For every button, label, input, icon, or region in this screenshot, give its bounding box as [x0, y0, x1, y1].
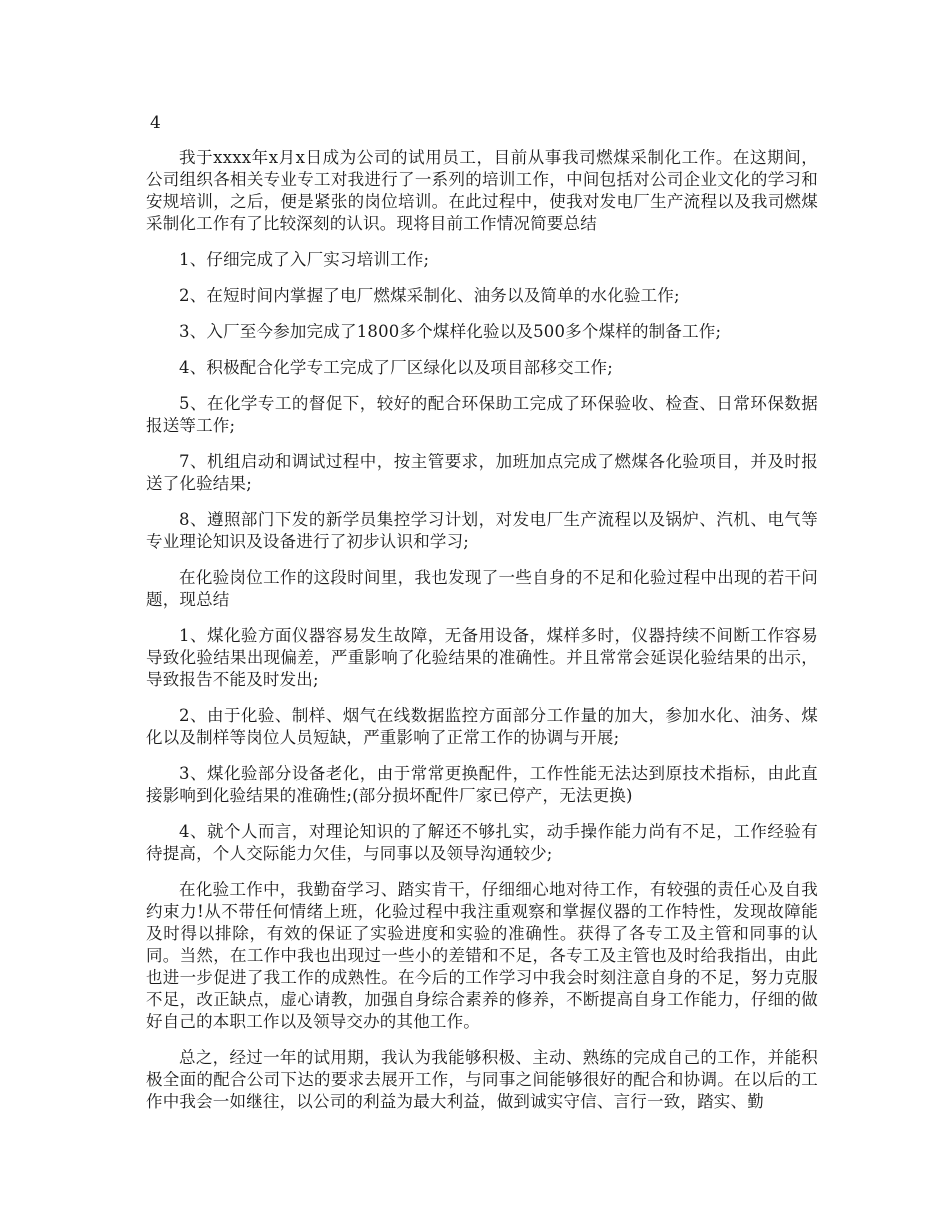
paragraph-conclusion: 总之，经过一年的试用期，我认为我能够积极、主动、熟练的完成自己的工作，并能积极全面的配合公司下达的要求去展开工作，与同事之间能够很好的配合和协调。在以后的工作中我会一如继往，以公司的利益为最大利益，做到诚实守信、言行一致，踏实、勤 [146, 1048, 818, 1111]
paragraph-achievement-1: 1、仔细完成了入厂实习培训工作; [179, 250, 430, 269]
paragraph-achievement-4: 4、积极配合化学专工完成了厂区绿化以及项目部移交工作; [179, 358, 613, 377]
paragraph-achievement-5: 5、在化学专工的督促下，较好的配合环保助工完成了环保验收、检查、日常环保数据报送等工作; [146, 394, 818, 435]
paragraph-problem-2: 2、由于化验、制样、烟气在线数据监控方面部分工作量的加大，参加水化、油务、煤化以及制样等岗位人员短缺，严重影响了正常工作的协调与开展; [146, 706, 818, 747]
paragraph-problem-3: 3、煤化验部分设备老化，由于常常更换配件，工作性能无法达到原技术指标，由此直接影响到化验结果的准确性;(部分损坏配件厂家已停产，无法更换) [146, 764, 818, 805]
document-page [146, 111, 818, 1127]
paragraph-achievement-3: 3、入厂至今参加完成了1800多个煤样化验以及500多个煤样的制备工作; [179, 322, 722, 341]
paragraph-problems-intro: 在化验岗位工作的这段时间里，我也发现了一些自身的不足和化验过程中出现的若干问题，现总结 [146, 568, 818, 609]
page-number: 4 [150, 113, 161, 133]
paragraph-intro: 我于xxxx年x月x日成为公司的试用员工，目前从事我司燃煤采制化工作。在这期间，公司组织各相关专业专工对我进行了一系列的培训工作，中间包括对公司企业文化的学习和安规培训，之后，便是紧张的岗位培训。在此过程中，使我对发电厂生产流程以及我司燃煤采制化工作有了比较深刻的认识。现将目前工作情况简要总结 [146, 148, 818, 233]
paragraph-achievement-8: 8、遵照部门下发的新学员集控学习计划，对发电厂生产流程以及锅炉、汽机、电气等专业理论知识及设备进行了初步认识和学习; [146, 510, 818, 551]
paragraph-self-assessment: 在化验工作中，我勤奋学习、踏实肯干，仔细细心地对待工作，有较强的责任心及自我约束力!从不带任何情绪上班，化验过程中我注重观察和掌握仪器的工作特性，发现故障能及时得以排除，有效的保证了实验进度和实验的准确性。获得了各专工及主管和同事的认同。当然，在工作中我也出现过一些小的差错和不足，各专工及主管也及时给我指出，由此也进一步促进了我工作的成熟性。在今后的工作学习中我会时刻注意自身的不足，努力克服不足，改正缺点，虚心请教，加强自身综合素养的修养，不断提高自身工作能力，仔细的做好自己的本职工作以及领导交办的其他工作。 [146, 880, 818, 1031]
paragraph-problem-1: 1、煤化验方面仪器容易发生故障，无备用设备，煤样多时，仪器持续不间断工作容易导致化验结果出现偏差，严重影响了化验结果的准确性。并且常常会延误化验结果的出示，导致报告不能及时发出; [146, 626, 818, 689]
paragraph-problem-4: 4、就个人而言，对理论知识的了解还不够扎实，动手操作能力尚有不足，工作经验有待提高，个人交际能力欠佳，与同事以及领导沟通较少; [146, 822, 818, 863]
paragraph-achievement-7: 7、机组启动和调试过程中，按主管要求，加班加点完成了燃煤各化验项目，并及时报送了化验结果; [146, 452, 818, 493]
paragraph-achievement-2: 2、在短时间内掌握了电厂燃煤采制化、油务以及简单的水化验工作; [179, 286, 680, 305]
